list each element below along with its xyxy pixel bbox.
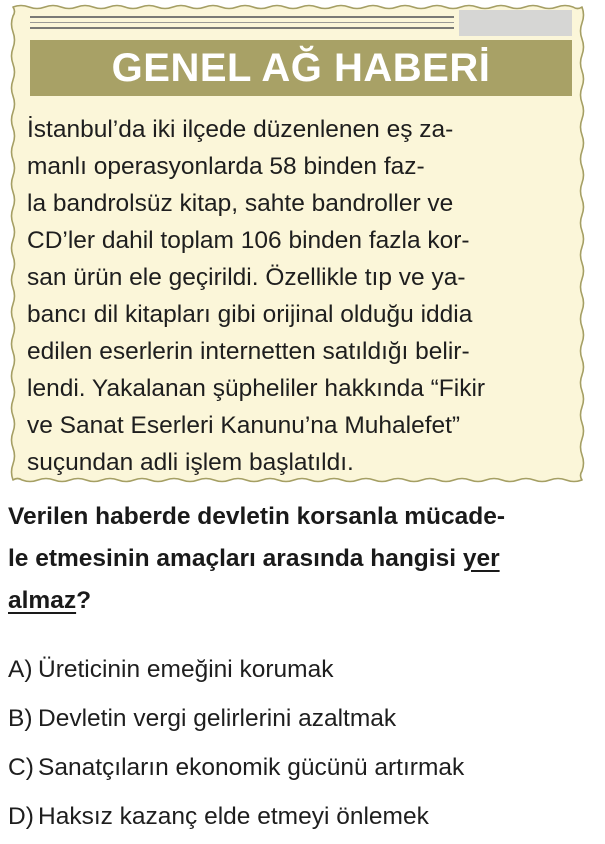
question-stem — [8, 496, 600, 622]
decorative-tab — [459, 10, 572, 36]
option-text: Sanatçıların ekonomik gücünü artırmak — [38, 754, 465, 781]
option-c[interactable] — [8, 746, 598, 795]
question-line — [8, 538, 600, 580]
option-text: Devletin vergi gelirlerini azaltmak — [38, 705, 397, 732]
option-a[interactable] — [8, 648, 598, 697]
option-text: Haksız kazanç elde etmeyi önlemek — [38, 803, 429, 830]
news-card — [10, 4, 585, 484]
option-text: Üreticinin emeğini korumak — [38, 656, 334, 683]
option-letter: C) — [8, 754, 34, 781]
question-line: Verilen haberde devletin korsanla mücade- — [8, 503, 505, 530]
decorative-rule — [30, 16, 454, 29]
news-title: GENEL AĞ HABERİ — [111, 46, 491, 90]
news-line: İstanbul’da iki ilçede düzenlenen eş za- — [27, 116, 454, 143]
news-line: manlı operasyonlarda 58 binden faz- — [27, 153, 425, 180]
option-b[interactable] — [8, 697, 598, 746]
news-line: bancı dil kitapları gibi orijinal olduğu iddia — [27, 301, 473, 328]
answer-options — [8, 648, 598, 844]
news-line: ve Sanat Eserleri Kanunu’na Muhalefet” — [27, 412, 461, 439]
news-line: san ürün ele geçirildi. Özellikle tıp ve ya- — [27, 264, 466, 291]
option-letter: D) — [8, 803, 34, 830]
news-title-band — [30, 40, 572, 96]
news-line-last: suçundan adli işlem başlatıldı. — [27, 449, 354, 476]
news-line: edilen eserlerin internetten satıldığı belir- — [27, 338, 470, 365]
question-emphasis: yer — [462, 545, 500, 572]
question-text: le etmesinin amaçları arasında hangisi — [8, 545, 463, 572]
news-body — [27, 111, 575, 481]
option-letter: B) — [8, 705, 33, 732]
question-emphasis: almaz — [8, 587, 77, 614]
question-mark: ? — [76, 587, 92, 614]
option-letter: A) — [8, 656, 33, 683]
news-line: la bandrolsüz kitap, sahte bandroller ve — [27, 190, 454, 217]
news-line: lendi. Yakalanan şüpheliler hakkında “Fikir — [27, 375, 486, 402]
question-line — [8, 580, 600, 622]
news-line: CD’ler dahil toplam 106 binden fazla kor- — [27, 227, 470, 254]
option-d[interactable] — [8, 795, 598, 844]
